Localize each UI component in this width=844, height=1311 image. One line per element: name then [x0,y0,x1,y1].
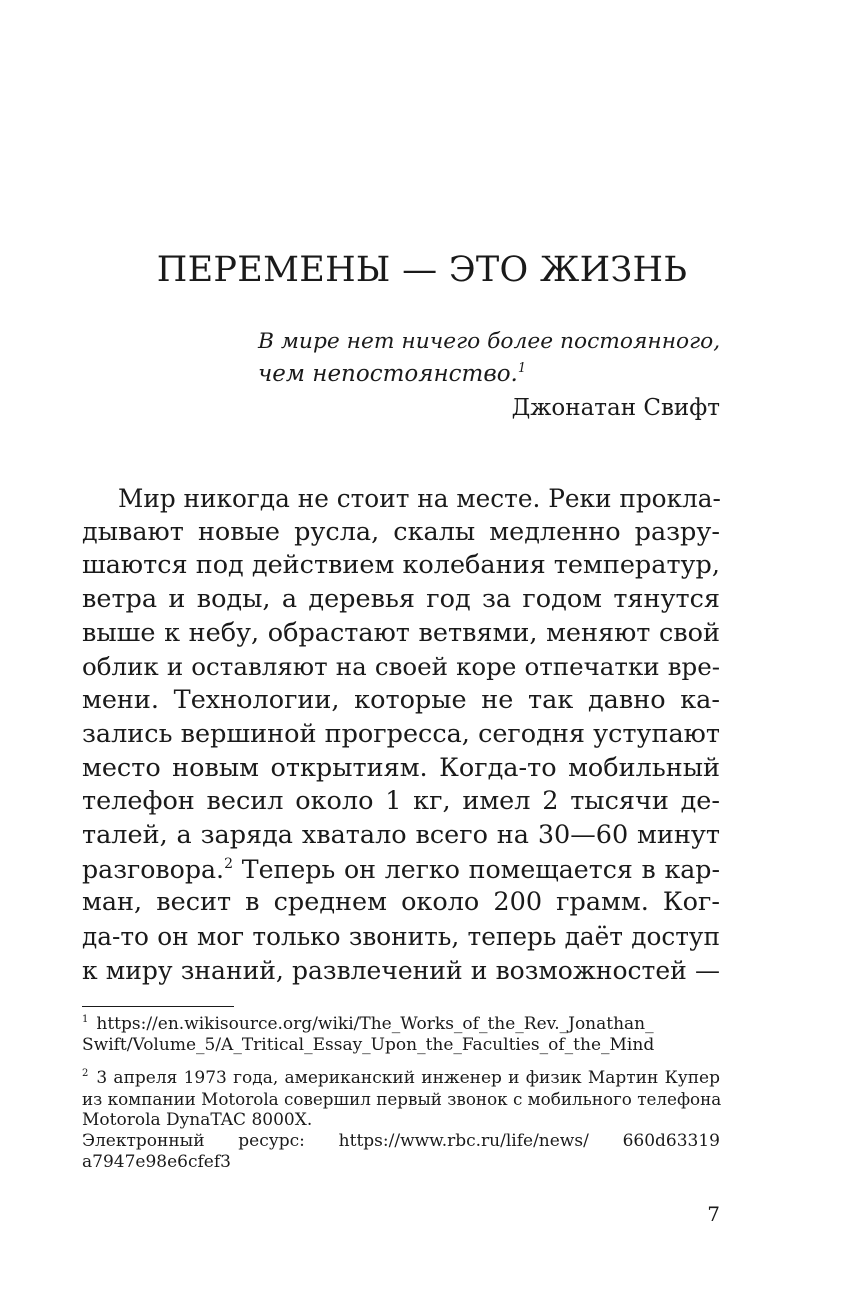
body-paragraph [82,482,720,987]
footnote-divider [82,1006,234,1007]
body-line: талей, а заряда хватало всего на 30—60 минут [82,819,720,850]
body-line: облик и оставляют на своей коре отпечатки вре- [82,652,720,682]
footnote-text: 3 апреля 1973 года, американский инженер и физик Мартин Купер [96,1068,720,1088]
footnote-2 [82,1068,720,1173]
epigraph [258,326,720,390]
footnote-ref-1[interactable]: 1 [517,361,527,376]
body-line: мени. Технологии, которые не так давно ка- [82,685,720,716]
body-line: да-то он мог только звонить, теперь даёт доступ [82,921,720,951]
body-line [82,853,720,887]
body-line: ман, весит в среднем около 200 грамм. Ког- [82,887,720,918]
body-line: телефон весил около 1 кг, имел 2 тысячи де- [82,786,720,817]
body-line: Мир никогда не стоит на месте. Реки прокла- [118,484,721,513]
epigraph-author: Джонатан Свифт [511,395,720,421]
footnote-line: из компании Motorola совершил первый звонок с мобильного телефона [82,1089,722,1109]
footnote-mark: 1 [82,1014,89,1025]
footnote-line [82,1014,720,1035]
footnote-1 [82,1014,720,1056]
footnote-link-cont[interactable]: Swift/Volume_5/A_Tritical_Essay_Upon_the_Faculties_of_the_Mind [82,1035,655,1055]
footnote-link[interactable]: https://en.wikisource.org/wiki/The_Works_of_the_Rev._Jonathan_ [96,1014,654,1034]
footnote-mark: 2 [82,1068,89,1079]
epigraph-line: В мире нет ничего более постоянного, [258,329,721,354]
footnote-line [82,1068,720,1089]
chapter-title: ПЕРЕМЕНЫ — ЭТО ЖИЗНЬ [156,250,688,290]
footnote-line[interactable]: Электронный ресурс: https://www.rbc.ru/life/news/ 660d63319 [82,1131,720,1151]
body-line-text: Теперь он легко помещается в кар- [233,854,720,884]
footnote-line: Motorola DynaTAC 8000X. [82,1110,313,1130]
page-number: 7 [707,1202,720,1226]
epigraph-line [258,358,720,390]
epigraph-line-text: чем непостоянство. [258,361,518,387]
footnote-line[interactable]: a7947e98e6cfef3 [82,1152,231,1172]
footnote-ref-2[interactable]: 2 [224,855,234,872]
body-line: дывают новые русла, скалы медленно разру- [82,516,720,547]
body-line: ветра и воды, а деревья год за годом тянутся [82,584,720,615]
body-line-text: разговора. [82,854,225,884]
body-line: к миру знаний, развлечений и возможностей — [82,955,720,985]
body-line: шаются под действием колебания температур, [82,550,720,581]
body-line: место новым открытиям. Когда-то мобильный [82,752,720,783]
body-line: зались вершиной прогресса, сегодня уступают [82,718,720,749]
body-line: выше к небу, обрастают ветвями, меняют свой [82,617,720,648]
